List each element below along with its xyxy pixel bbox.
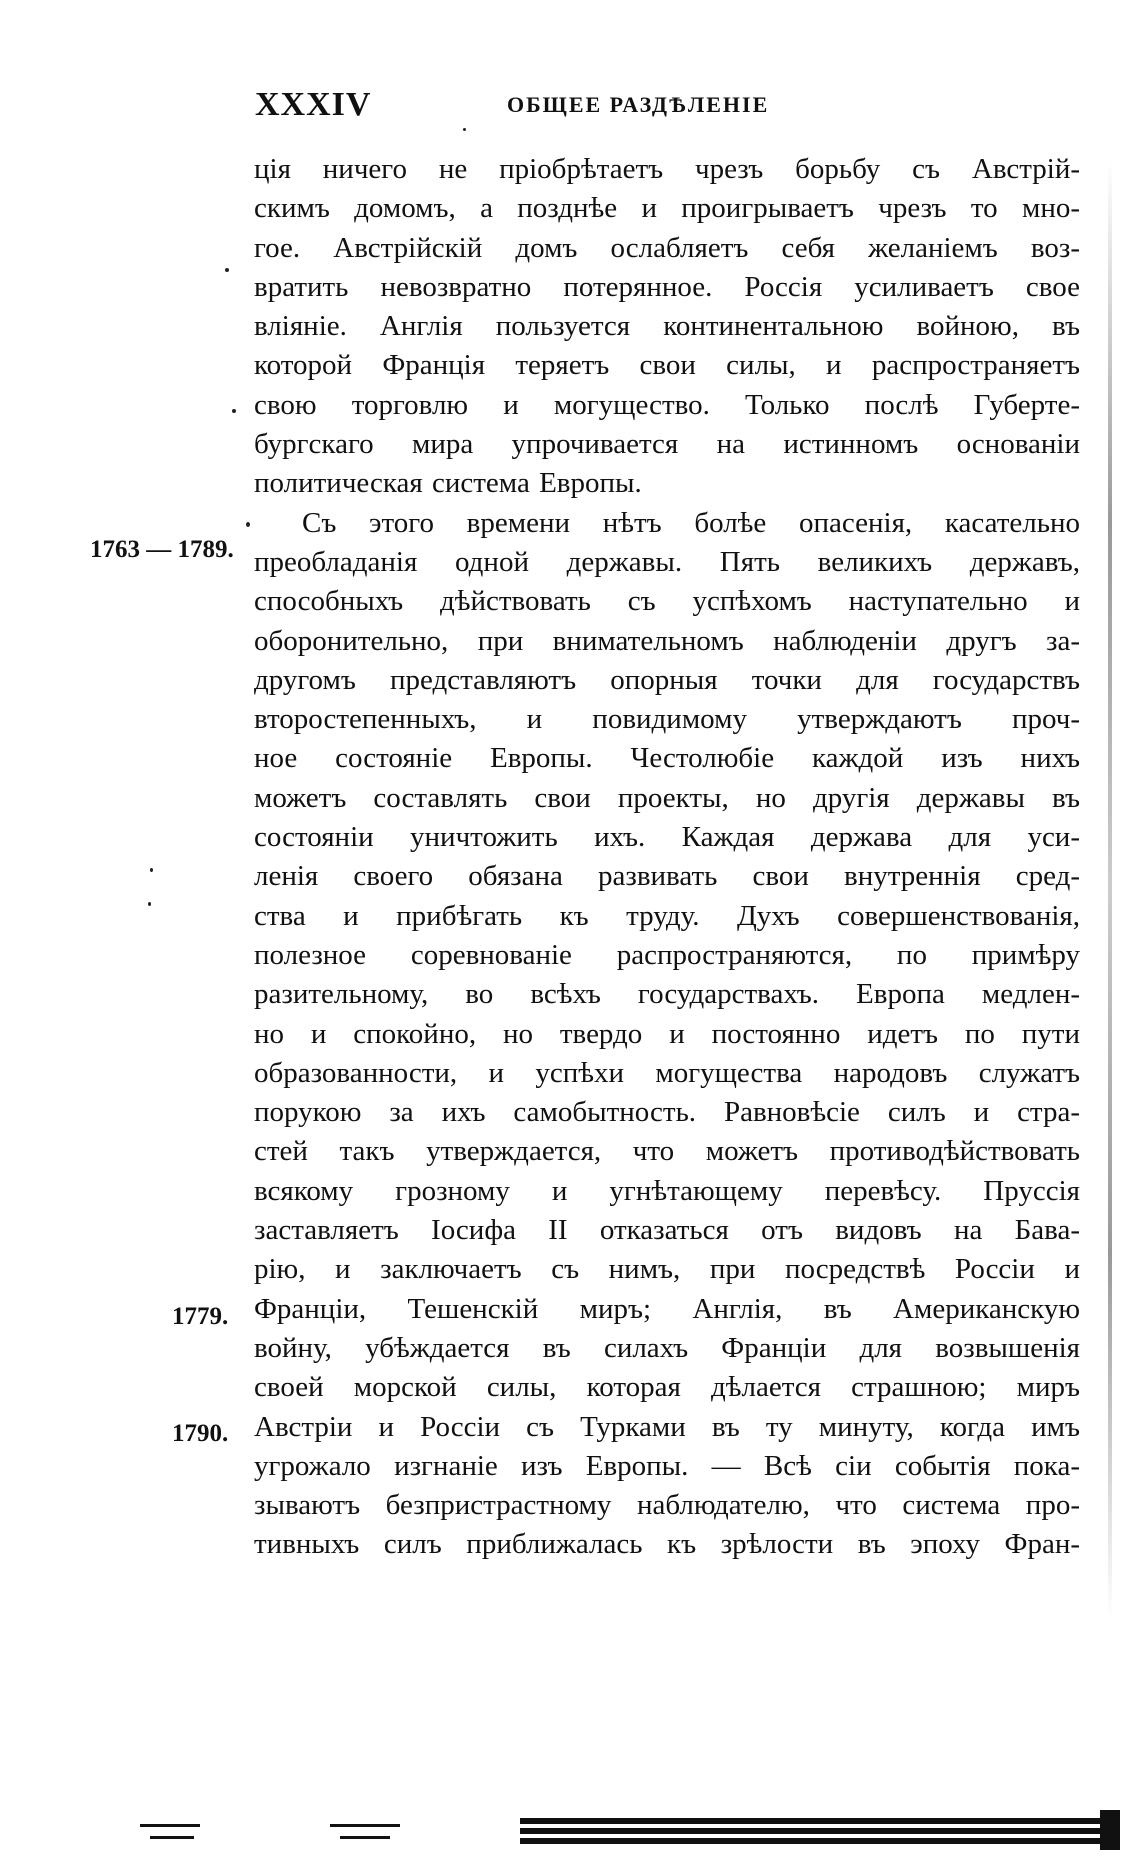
text-line: зываютъ безпристрастному наблюдателю, что система про- [254,1489,1080,1522]
running-head: ОБЩЕЕ РАЗДѢЛЕНІЕ [507,92,770,117]
page-number: XXXIV [255,86,372,123]
text-line: можетъ составлять свои проекты, но другія державы въ [254,781,1080,814]
scan-mark [340,1836,390,1839]
text-line: Франціи, Тешенскій миръ; Англія, въ Американскую [254,1292,1080,1325]
scan-mark [150,1836,194,1839]
text-line: образованности, и успѣхи могущества народовъ служатъ [254,1056,1080,1089]
ink-speck [246,522,250,527]
ink-speck [225,268,229,272]
text-line: гое. Австрійскій домъ ослабляетъ себя желаніемъ воз- [254,231,1080,264]
text-line: ленія своего обязана развивать свои внутреннія сред- [254,860,1080,893]
text-line: способныхъ дѣйствовать съ успѣхомъ наступательно и [254,585,1080,618]
text-line: полезное соревнованіе распространяются, по примѣру [254,938,1080,971]
text-line: своей морской силы, которая дѣлается страшною; миръ [254,1371,1080,1404]
scan-mark [520,1828,1120,1834]
text-line: скимъ домомъ, а позднѣе и проигрываетъ чрезъ то мно- [254,192,1080,225]
text-line: ція ничего не пріобрѣтаетъ чрезъ борьбу съ Австрій- [254,153,1080,185]
text-line: порукою за ихъ самобытность. Равновѣсіе силъ и стра- [254,1096,1080,1129]
scan-mark [330,1824,400,1827]
text-line: политическая система Европы. [254,467,642,500]
text-line: которой Франція теряетъ свои силы, и распространяетъ [254,349,1080,382]
text-line: преобладанія одной державы. Пять великихъ державъ, [254,545,1080,578]
ink-speck [148,902,151,906]
margin-note-1790: 1790. [172,1420,229,1447]
scan-mark [140,1824,200,1827]
ink-speck [463,128,466,131]
text-line: вліяніе. Англія пользуется континентальною войною, въ [254,310,1080,343]
body-text [254,150,1080,1565]
scan-mark [520,1818,1120,1824]
scan-edge-shadow [1108,160,1112,1620]
text-line: бургскаго мира упрочивается на истинномъ основаніи [254,428,1080,461]
ink-speck [232,409,236,413]
margin-note-years: 1763 — 1789. [90,536,234,563]
page-header [255,86,1075,126]
scan-footer-artifacts [140,1810,1100,1850]
text-line: состояніи уничтожить ихъ. Каждая держава для уси- [254,821,1080,854]
text-line: вратить невозвратно потерянное. Россія усиливаетъ свое [254,270,1080,303]
text-line: всякому грозному и угнѣтающему перевѣсу. Пруссія [254,1174,1080,1207]
margin-note-1779: 1779. [172,1303,229,1330]
text-line: но и спокойно, но твердо и постоянно идетъ по пути [254,1017,1080,1050]
text-line: угрожало изгнаніе изъ Европы. — Всѣ сіи событія пока- [254,1449,1080,1482]
text-line: Австріи и Россіи съ Турками въ ту минуту, когда имъ [254,1410,1080,1443]
text-line: Съ этого времени нѣтъ болѣе опасенія, касательно [302,506,1080,539]
text-line: другомъ представляютъ опорныя точки для государствъ [254,663,1080,696]
text-line: тивныхъ силъ приближалась къ зрѣлости въ эпоху Фран- [254,1528,1080,1561]
text-line: ное состояніе Европы. Честолюбіе каждой изъ нихъ [254,742,1080,775]
text-line: второстепенныхъ, и повидимому утверждаютъ проч- [254,703,1080,736]
text-line: ства и прибѣгать къ труду. Духъ совершенствованія, [254,899,1080,932]
text-line: свою торговлю и могущество. Только послѣ Губерте- [254,388,1080,421]
ink-speck [150,868,153,872]
scan-mark [1100,1810,1120,1850]
text-line: заставляетъ Іосифа II отказаться отъ видовъ на Бава- [254,1214,1080,1247]
text-line: стей такъ утверждается, что можетъ противодѣйствовать [254,1135,1080,1168]
text-line: войну, убѣждается въ силахъ Франціи для возвышенія [254,1331,1080,1364]
scan-mark [520,1838,1120,1844]
text-line: оборонительно, при внимательномъ наблюденіи другъ за- [254,624,1080,657]
text-line: разительному, во всѣхъ государствахъ. Европа медлен- [254,978,1080,1011]
text-line: рію, и заключаетъ съ нимъ, при посредствѣ Россіи и [254,1253,1080,1286]
